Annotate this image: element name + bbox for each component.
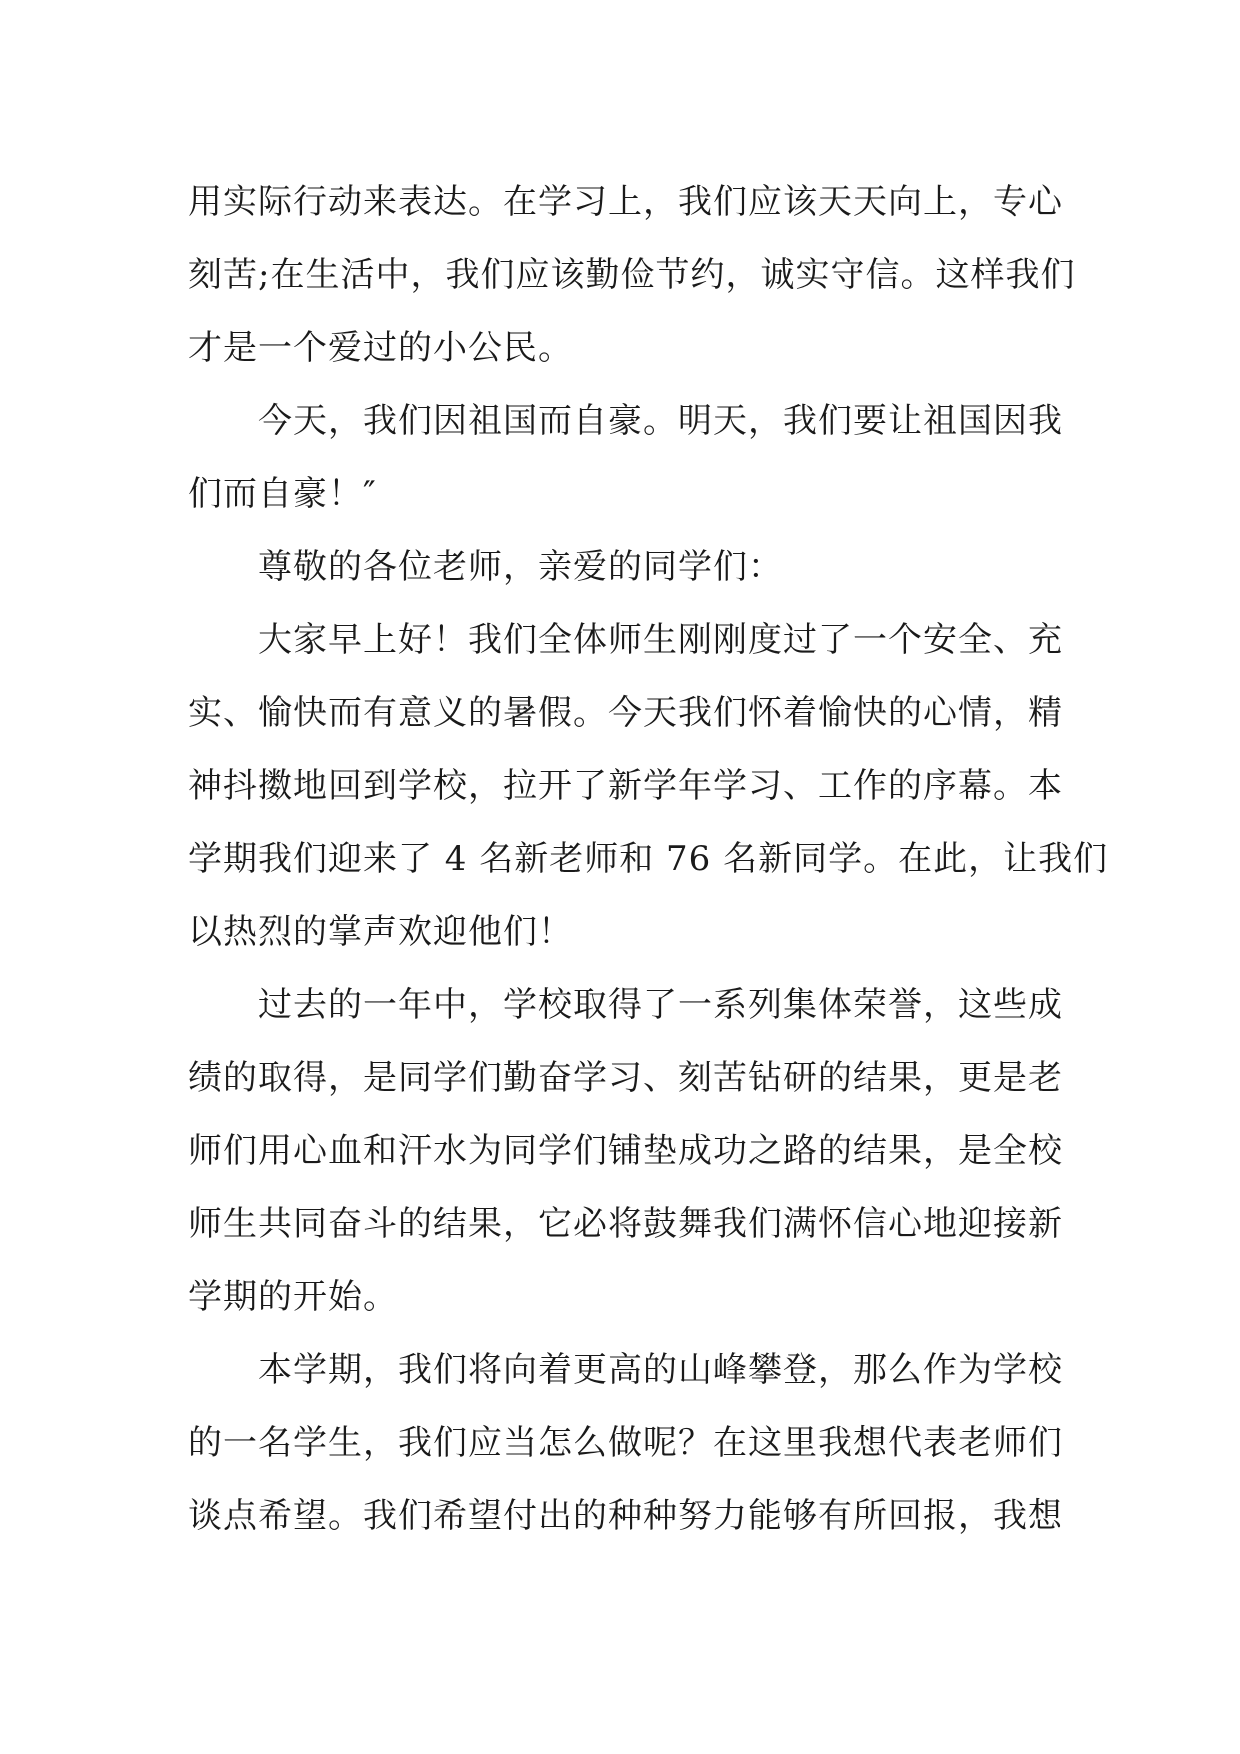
text-line: 师生共同奋斗的结果，它必将鼓舞我们满怀信心地迎接新 bbox=[188, 1204, 1063, 1244]
text-line: 师们用心血和汗水为同学们铺垫成功之路的结果，是全校 bbox=[188, 1131, 1063, 1171]
text-line: 实、愉快而有意义的暑假。今天我们怀着愉快的心情，精 bbox=[188, 693, 1063, 733]
salutation: 尊敬的各位老师，亲爱的同学们： bbox=[258, 547, 783, 587]
text-line: 们而自豪！″ bbox=[188, 474, 377, 514]
text-line: 才是一个爱过的小公民。 bbox=[188, 328, 573, 368]
text-line: 学期我们迎来了 4 名新老师和 76 名新同学。在此，让我们 bbox=[188, 839, 1109, 879]
text-line: 神抖擞地回到学校，拉开了新学年学习、工作的序幕。本 bbox=[188, 766, 1063, 806]
document-body bbox=[188, 166, 1109, 1553]
paragraph-first-line: 大家早上好！我们全体师生刚刚度过了一个安全、充 bbox=[258, 620, 1063, 660]
paragraph-first-line: 今天，我们因祖国而自豪。明天，我们要让祖国因我 bbox=[258, 401, 1063, 441]
text-line: 学期的开始。 bbox=[188, 1277, 398, 1317]
text-line: 谈点希望。我们希望付出的种种努力能够有所回报，我想 bbox=[188, 1496, 1063, 1536]
text-line: 用实际行动来表达。在学习上，我们应该天天向上，专心 bbox=[188, 182, 1063, 222]
paragraph-first-line: 过去的一年中，学校取得了一系列集体荣誉，这些成 bbox=[258, 985, 1063, 1025]
text-line: 绩的取得，是同学们勤奋学习、刻苦钻研的结果，更是老 bbox=[188, 1058, 1063, 1098]
text-line: 以热烈的掌声欢迎他们！ bbox=[188, 912, 573, 952]
text-line: 刻苦;在生活中，我们应该勤俭节约，诚实守信。这样我们 bbox=[188, 255, 1076, 295]
paragraph-first-line: 本学期，我们将向着更高的山峰攀登，那么作为学校 bbox=[258, 1350, 1063, 1390]
text-line: 的一名学生，我们应当怎么做呢？在这里我想代表老师们 bbox=[188, 1423, 1063, 1463]
